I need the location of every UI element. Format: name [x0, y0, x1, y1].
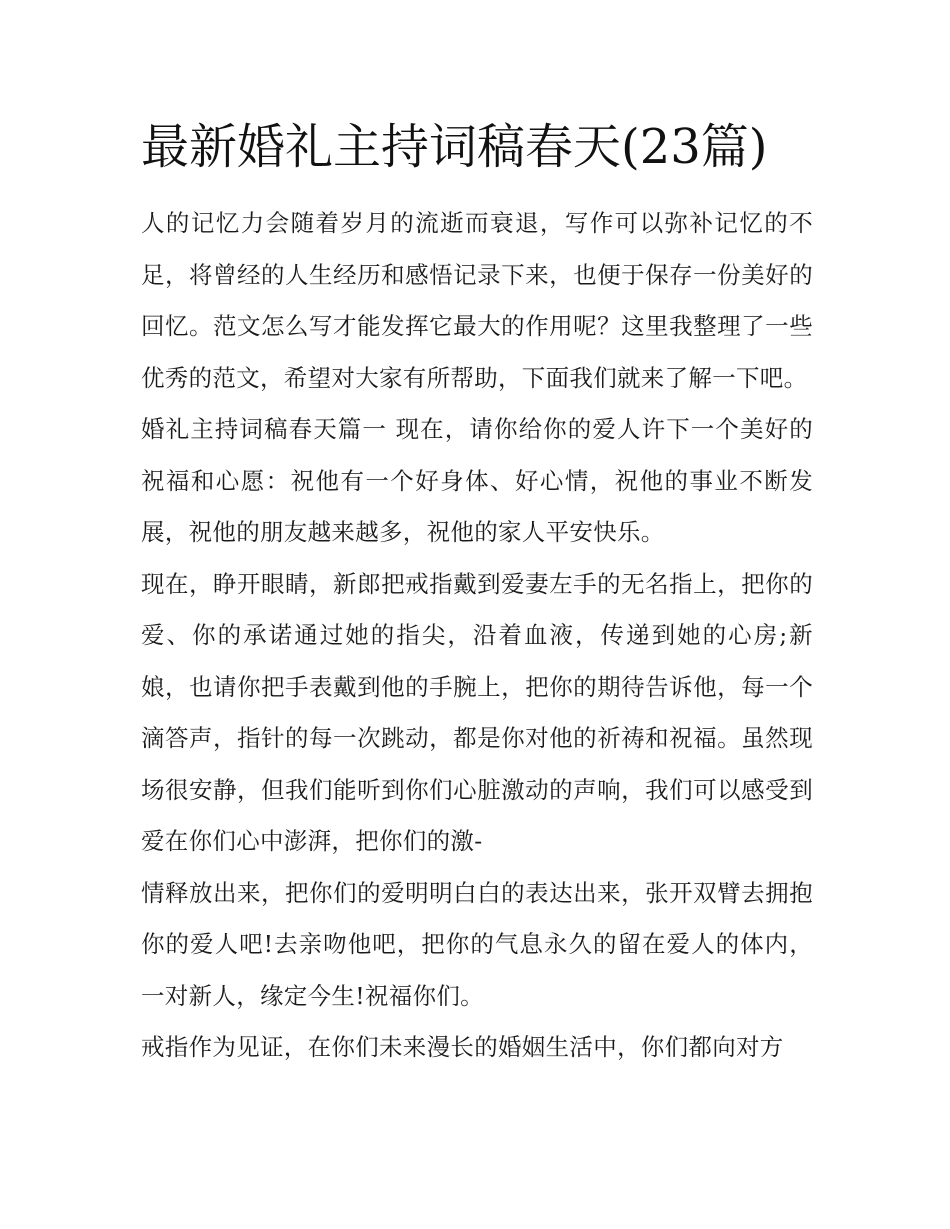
paragraph-ring-exchange: 现在，睁开眼睛，新郎把戒指戴到爱妻左手的无名指上，把你的爱、你的承诺通过她的指尖，沿着血液，传递到她的心房;新娘，也请你把手表戴到他的手腕上，把你的期待告诉他，每一个滴答声，指针的每一次跳动，都是你对他的祈祷和祝福。虽然现场很安静，但我们能听到你们心脏激动的声响，我们可以感受到爱在你们心中澎湃，把你们的激-	[141, 569, 813, 855]
document-title: 最新婚礼主持词稿春天(23篇)	[141, 119, 768, 175]
document-body	[141, 198, 813, 1074]
paragraph-intro: 人的记忆力会随着岁月的流逝而衰退，写作可以弥补记忆的不足，将曾经的人生经历和感悟记录下来，也便于保存一份美好的回忆。范文怎么写才能发挥它最大的作用呢？这里我整理了一些优秀的范文，希望对大家有所帮助，下面我们就来了解一下吧。	[141, 209, 813, 392]
paragraph-ring-witness: 戒指作为见证，在你们未来漫长的婚姻生活中，你们都向对方	[141, 1033, 784, 1061]
paragraph-part-one: 婚礼主持词稿春天篇一 现在，请你给你的爱人许下一个美好的祝福和心愿：祝他有一个好身体、好心情，祝他的事业不断发展，祝他的朋友越来越多，祝他的家人平安快乐。	[141, 415, 813, 546]
paragraph-embrace: 情释放出来，把你们的爱明明白白的表达出来，张开双臂去拥抱你的爱人吧!去亲吻他吧，把你的气息永久的留在爱人的体内，一对新人，缘定今生!祝福你们。	[141, 878, 813, 1010]
